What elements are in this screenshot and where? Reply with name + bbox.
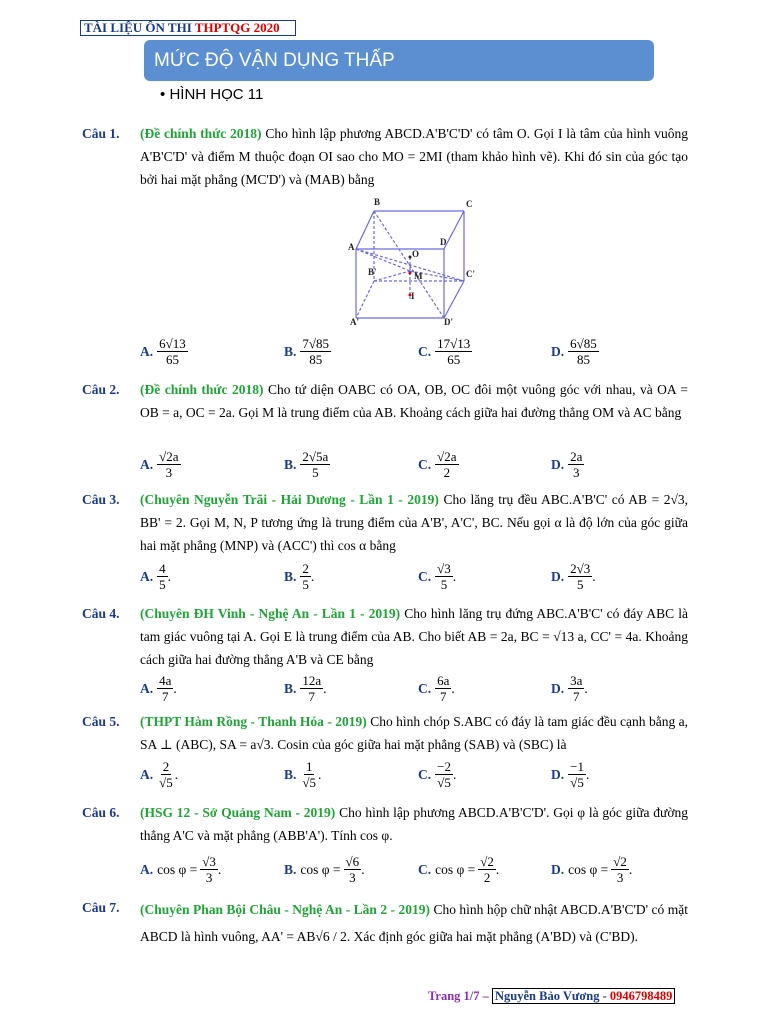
option-b[interactable]: B. $\frac{2}{5}$ .	[284, 560, 315, 592]
question-label: Câu 1.	[82, 126, 120, 141]
question-label: Câu 2.	[82, 382, 120, 397]
option-b[interactable]: B. $\frac{7√85}{85}$	[284, 335, 330, 367]
question-2	[82, 378, 688, 480]
vertex-label: M	[414, 271, 423, 281]
option-a[interactable]: A. $\frac{4a}{7}$ .	[140, 672, 177, 704]
option-b[interactable]: B. $\frac{2√5a}{5}$	[284, 448, 329, 480]
question-text: Cho tứ diện OABC có OA, OB, OC đôi một vuông góc với nhau, và OA = OB = a, OC = 2a. Gọi M là trung điểm của AB. Khoảng cách giữa hai đường thẳng OM và AC bằng	[140, 382, 688, 420]
question-text: Cho hình lăng trụ đứng ABC.A'B'C' có đáy ABC là tam giác vuông tại A. Gọi E là trung điểm của AB. Cho biết AB = 2a, BC = √13 a, CC' = 4a. Khoảng cách giữa hai đường thẳng A'B và CE bằng	[140, 606, 689, 667]
option-c[interactable]: C. $\frac{17√13}{65}$	[418, 335, 471, 367]
vertex-label: A	[348, 242, 355, 252]
question-label: Câu 4.	[82, 606, 120, 621]
option-b[interactable]: B. cos φ = $\frac{√6}{3}$ .	[284, 853, 365, 885]
topic-heading: • HÌNH HỌC 11	[160, 86, 264, 103]
question-7	[82, 896, 688, 950]
option-c[interactable]: C. $\frac{√2a}{2}$	[418, 448, 457, 480]
cube-figure	[346, 195, 476, 327]
question-1	[82, 122, 688, 191]
vertex-label: B	[374, 197, 381, 207]
question-3	[82, 488, 689, 592]
question-source: (Đề chính thức 2018)	[140, 382, 264, 397]
vertex-label: D	[440, 237, 447, 247]
question-label: Câu 3.	[82, 492, 120, 507]
question-text: Cho hình hộp chữ nhật ABCD.A'B'C'D' có mặt ABCD là hình vuông, AA' = AB√6 / 2. Xác định góc giữa hai mặt phẳng (A'BD) và (C'BD).	[140, 902, 688, 944]
vertex-label: C'	[466, 269, 475, 279]
option-b[interactable]: B. $\frac{1}{√5}$ .	[284, 758, 322, 790]
vertex-label: B'	[368, 267, 377, 277]
section-banner: MỨC ĐỘ VẬN DỤNG THẤP	[144, 40, 654, 81]
option-a[interactable]: A. $\frac{√2a}{3}$	[140, 448, 179, 480]
header-label: TÀI LIỆU ÔN THI THPTQG 2020	[80, 20, 296, 36]
question-label: Câu 5.	[82, 714, 120, 729]
question-source: (HSG 12 - Sở Quảng Nam - 2019)	[140, 805, 336, 820]
vertex-label: O	[412, 249, 420, 259]
option-d[interactable]: D. cos φ = $\frac{√2}{3}$ .	[551, 853, 633, 885]
question-text: Cho hình chóp S.ABC có đáy là tam giác đều cạnh bằng a, SA ⊥ (ABC), SA = a√3. Cosin của góc giữa hai mặt phẳng (SAB) và (SBC) là	[140, 714, 688, 752]
question-4	[82, 602, 689, 704]
question-source: (Đề chính thức 2018)	[140, 126, 262, 141]
page-footer: Trang 1/7 – Nguyễn Bảo Vương - 0946798489	[428, 989, 675, 1004]
option-c[interactable]: C. $\frac{√3}{5}$ .	[418, 560, 457, 592]
question-source: (Chuyên Phan Bội Châu - Nghệ An - Lần 2 - 2019)	[140, 902, 430, 917]
vertex-label: D'	[444, 317, 453, 327]
question-label: Câu 7.	[82, 900, 120, 915]
option-b[interactable]: B. $\frac{12a}{7}$ .	[284, 672, 327, 704]
option-d[interactable]: D. $\frac{6√85}{85}$	[551, 335, 597, 367]
options	[140, 333, 700, 369]
option-d[interactable]: D. $\frac{2a}{3}$	[551, 448, 583, 480]
option-a[interactable]: A. $\frac{6√13}{65}$	[140, 335, 186, 367]
question-source: (Chuyên ĐH Vinh - Nghệ An - Lần 1 - 2019)	[140, 606, 401, 621]
question-5	[82, 710, 688, 790]
vertex-label: A'	[350, 317, 359, 327]
options	[140, 670, 700, 706]
option-a[interactable]: A. $\frac{4}{5}$ .	[140, 560, 171, 592]
option-c[interactable]: C. cos φ = $\frac{√2}{2}$ .	[418, 853, 500, 885]
option-d[interactable]: D. $\frac{-1}{√5}$ .	[551, 758, 590, 790]
vertex-label: C	[466, 199, 473, 209]
question-text: Cho lăng trụ đều ABC.A'B'C' có AB = 2√3, BB' = 2. Gọi M, N, P tương ứng là trung điểm của A'B', A'C', BC. Nếu gọi α là độ lớn của góc giữa hai mặt phẳng (MNP) và (ACC') thì cos α bằng	[140, 492, 689, 553]
option-a[interactable]: A. $\frac{2}{√5}$ .	[140, 758, 179, 790]
options	[140, 756, 700, 792]
option-d[interactable]: D. $\frac{2√3}{5}$ .	[551, 560, 596, 592]
option-d[interactable]: D. $\frac{3a}{7}$ .	[551, 672, 588, 704]
option-a[interactable]: A. cos φ = $\frac{√3}{3}$ .	[140, 853, 222, 885]
question-source: (THPT Hàm Rồng - Thanh Hóa - 2019)	[140, 714, 367, 729]
options	[140, 558, 700, 594]
options	[140, 446, 700, 482]
option-c[interactable]: C. $\frac{-2}{√5}$ .	[418, 758, 457, 790]
question-label: Câu 6.	[82, 805, 120, 820]
options	[140, 851, 700, 887]
question-source: (Chuyên Nguyễn Trãi - Hải Dương - Lần 1 - 2019)	[140, 492, 439, 507]
question-text: Cho hình lập phương ABCD.A'B'C'D'. Gọi φ là góc giữa đường thẳng A'C và mặt phẳng (ABB'A'). Tính cos φ.	[140, 805, 688, 843]
option-c[interactable]: C. $\frac{6a}{7}$ .	[418, 672, 455, 704]
vertex-label: I	[411, 291, 415, 301]
question-6	[82, 801, 688, 885]
question-text: Cho hình lập phương ABCD.A'B'C'D' có tâm O. Gọi I là tâm của hình vuông A'B'C'D' và điểm M thuộc đoạn OI sao cho MO = 2MI (tham khảo hình vẽ). Khi đó sin của góc tạo bởi hai mặt phẳng (MC'D') và (MAB) bằng	[140, 126, 689, 187]
